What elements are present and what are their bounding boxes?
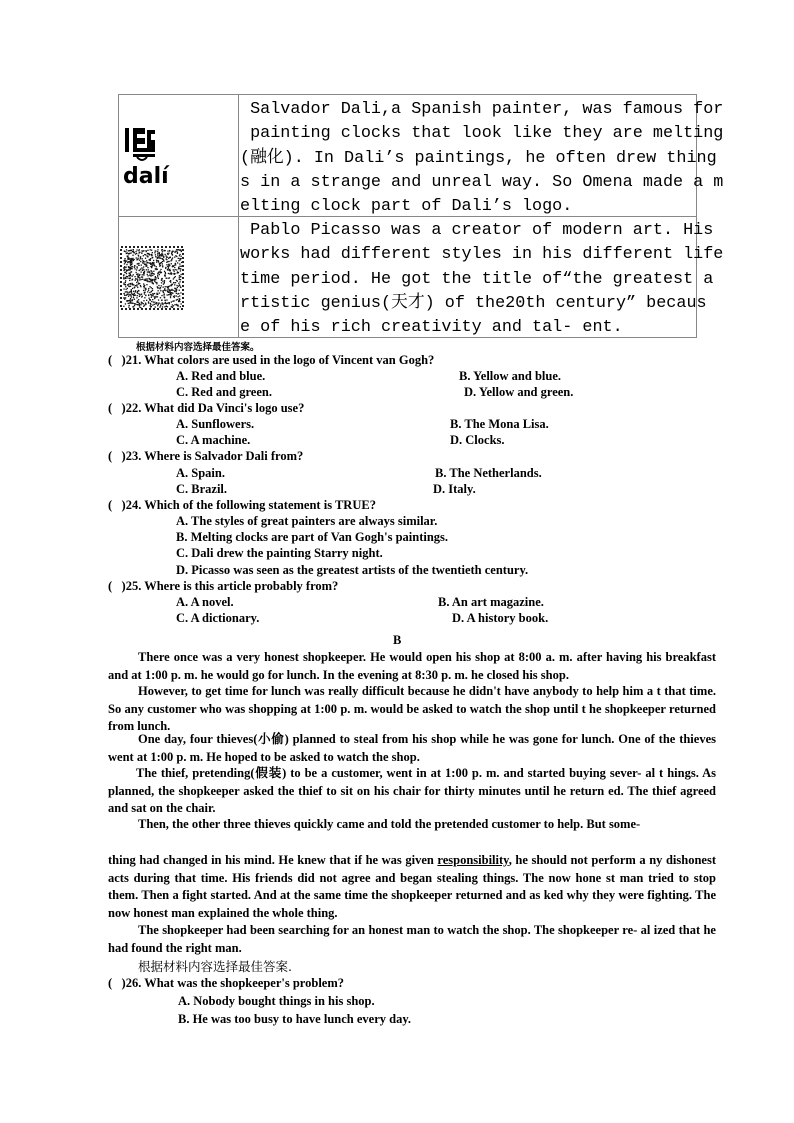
- passage-paragraph-4: The thief, pretending(假装) to be a customer, went in at 1:00 p. m. and started buying sever- al t hings. As planned, the shopkeeper asked the thief to sit on his chair for thirty minutes until he return ed. The thief agreed and sat on the chair.: [108, 766, 716, 815]
- q21-option-d: D. Yellow and green.: [464, 385, 574, 399]
- passage-paragraph-6-after: , he should not perform a ny dishonest acts during that time. His friends did not agree and began stealing things. The now hone st man tried to stop them. Then a fight started. And at the same time the shopkeeper returned and as ked why they were fighting. The now honest man explained the whole thing.: [108, 853, 716, 920]
- q25-option-d: D. A history book.: [452, 611, 549, 625]
- dali-logo-icon: [119, 95, 238, 216]
- q23-option-a: A. Spain.: [176, 466, 225, 480]
- q26-option-b: B. He was too busy to have lunch every day.: [178, 1012, 412, 1026]
- row1-line: Salvador Dali,a Spanish painter, was famous for: [240, 100, 724, 119]
- q23-option-c: C. Brazil.: [176, 482, 228, 496]
- question-21-stem: ( )21. What colors are used in the logo of Vincent van Gogh?: [108, 353, 435, 367]
- q25-option-b: B. An art magazine.: [438, 595, 544, 609]
- row1-line: painting clocks that look like they are melting: [240, 124, 724, 144]
- row2-text: [240, 219, 724, 340]
- section-b-heading: B: [393, 633, 402, 647]
- row1-line: s in a strange and unreal way. So Omena made a m: [240, 172, 724, 192]
- picasso-logo: [119, 245, 185, 311]
- q24-option-c: C. Dali drew the painting Starry night.: [176, 546, 383, 560]
- q25-option-c: C. A dictionary.: [176, 611, 260, 625]
- info-table: [118, 94, 724, 338]
- q22-option-b: B. The Mona Lisa.: [450, 417, 549, 431]
- dali-logo: [119, 95, 238, 216]
- question-22-stem: ( )22. What did Da Vinci's logo use?: [108, 401, 305, 415]
- row2-line: works had different styles in his different life: [240, 245, 724, 265]
- row2-line: Pablo Picasso was a creator of modern art. His: [240, 221, 714, 240]
- q21-option-a: A. Red and blue.: [176, 369, 266, 383]
- passage-paragraph-7: The shopkeeper had been searching for an honest man to watch the shop. The shopkeeper re- al ized that he had found the right man.: [108, 923, 716, 955]
- question-23-stem: ( )23. Where is Salvador Dali from?: [108, 449, 304, 463]
- q23-option-b: B. The Netherlands.: [435, 466, 542, 480]
- picasso-logo-icon: [119, 245, 185, 311]
- q22-option-a: A. Sunflowers.: [176, 417, 255, 431]
- passage-paragraph-1: There once was a very honest shopkeeper. He would open his shop at 8:00 a. m. after having his breakfast and at 1:00 p. m. he would go for lunch. In the evening at 8:30 p. m. he closed his shop.: [108, 650, 716, 682]
- q22-option-c: C. A machine.: [176, 433, 251, 447]
- dali-logo-text: dalí: [123, 164, 169, 189]
- q21-option-b: B. Yellow and blue.: [459, 369, 561, 383]
- passage-paragraph-5: Then, the other three thieves quickly came and told the pretended customer to help. But some-: [138, 817, 641, 831]
- q22-option-d: D. Clocks.: [450, 433, 505, 447]
- row2-line: rtistic genius(天才) of the20th century” becaus: [240, 293, 707, 313]
- passage-paragraph-6: [108, 852, 716, 922]
- row2-line: e of his rich creativity and tal- ent.: [240, 318, 623, 338]
- question-25-stem: ( )25. Where is this article probably from?: [108, 579, 339, 593]
- question-26-stem: ( )26. What was the shopkeeper's problem?: [108, 976, 345, 990]
- q24-option-a: A. The styles of great painters are always similar.: [176, 514, 438, 528]
- q24-option-b: B. Melting clocks are part of Van Gogh's paintings.: [176, 530, 449, 544]
- row1-text: [240, 98, 724, 219]
- instruction-b: 根据材料内容选择最佳答案.: [138, 959, 292, 974]
- instruction-a: 根据材料内容选择最佳答案。: [136, 342, 260, 353]
- row1-line: (融化). In Dali’s paintings, he often drew thing: [240, 148, 717, 168]
- q24-option-d: D. Picasso was seen as the greatest artists of the twentieth century.: [176, 563, 529, 577]
- question-24-stem: ( )24. Which of the following statement is TRUE?: [108, 498, 376, 512]
- row2-line: time period. He got the title of“the greatest a: [240, 269, 714, 289]
- q21-option-c: C. Red and green.: [176, 385, 272, 399]
- row1-line: elting clock part of Dali’s logo.: [240, 197, 573, 217]
- passage-paragraph-2: However, to get time for lunch was really difficult because he didn't have anybody to help him a t that time. So any customer who was shopping at 1:00 p. m. would be asked to watch the shop until t he shopkeeper returned from lunch.: [108, 684, 716, 733]
- q26-option-a: A. Nobody bought things in his shop.: [178, 994, 375, 1008]
- responsibility-underlined: responsibility: [437, 853, 509, 867]
- passage-paragraph-6-before: thing had changed in his mind. He knew that if he was given: [108, 853, 438, 867]
- passage-paragraph-3: One day, four thieves(小偷) planned to steal from his shop while he was gone for lunch. One of the thieves went at 1:00 p. m. He hoped to be asked to watch the shop.: [108, 732, 716, 764]
- q23-option-d: D. Italy.: [433, 482, 476, 496]
- q25-option-a: A. A novel.: [176, 595, 234, 609]
